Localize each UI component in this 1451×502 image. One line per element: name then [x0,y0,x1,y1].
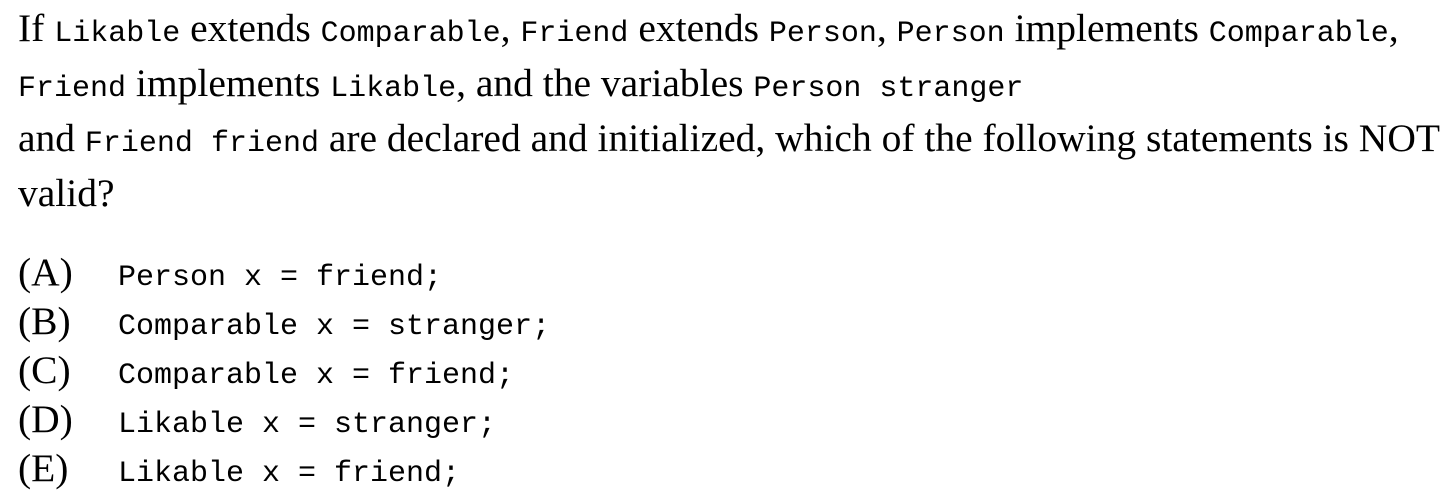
code-person-stranger: Person stranger [753,72,1024,106]
question-text-segment: extends [180,6,321,50]
choice-code: Person x = friend; [118,261,443,295]
question-text-segment: implements [126,61,331,105]
choice-label: (B) [18,299,71,343]
choice-code: Comparable x = friend; [118,359,515,393]
choice-label: (A) [18,250,73,294]
code-comparable: Comparable [1208,17,1389,51]
question-text [18,4,1450,218]
question-text-segment: , [500,6,521,50]
code-friend-friend: Friend friend [84,127,319,161]
choice-a[interactable] [18,248,550,297]
question-text-segment: , [876,6,897,50]
question-text-segment: If [18,6,55,50]
code-likable: Likable [54,17,181,51]
choice-c[interactable] [18,346,550,395]
code-friend: Friend [18,72,127,106]
choice-code: Likable x = friend; [118,457,461,491]
question-text-segment: , [1388,6,1399,50]
choice-label: (C) [18,348,71,392]
code-person: Person [768,17,877,51]
code-likable: Likable [330,72,457,106]
code-person: Person [896,17,1005,51]
question-text-segment: implements [1004,6,1209,50]
answer-choices [18,248,550,493]
question-text-segment: , and the variables [456,61,754,105]
choice-label: (D) [18,397,73,441]
choice-e[interactable] [18,444,550,493]
question-text-segment: and [18,116,85,160]
question-text-segment: are declared and initialized, which of the following statements is NOT valid? [18,116,1440,215]
code-comparable: Comparable [320,17,501,51]
choice-code: Likable x = stranger; [118,408,497,442]
choice-label: (E) [18,446,69,490]
choice-d[interactable] [18,395,550,444]
choice-code: Comparable x = stranger; [118,310,551,344]
code-friend: Friend [520,17,629,51]
question-text-segment: extends [628,6,769,50]
choice-b[interactable] [18,297,550,346]
